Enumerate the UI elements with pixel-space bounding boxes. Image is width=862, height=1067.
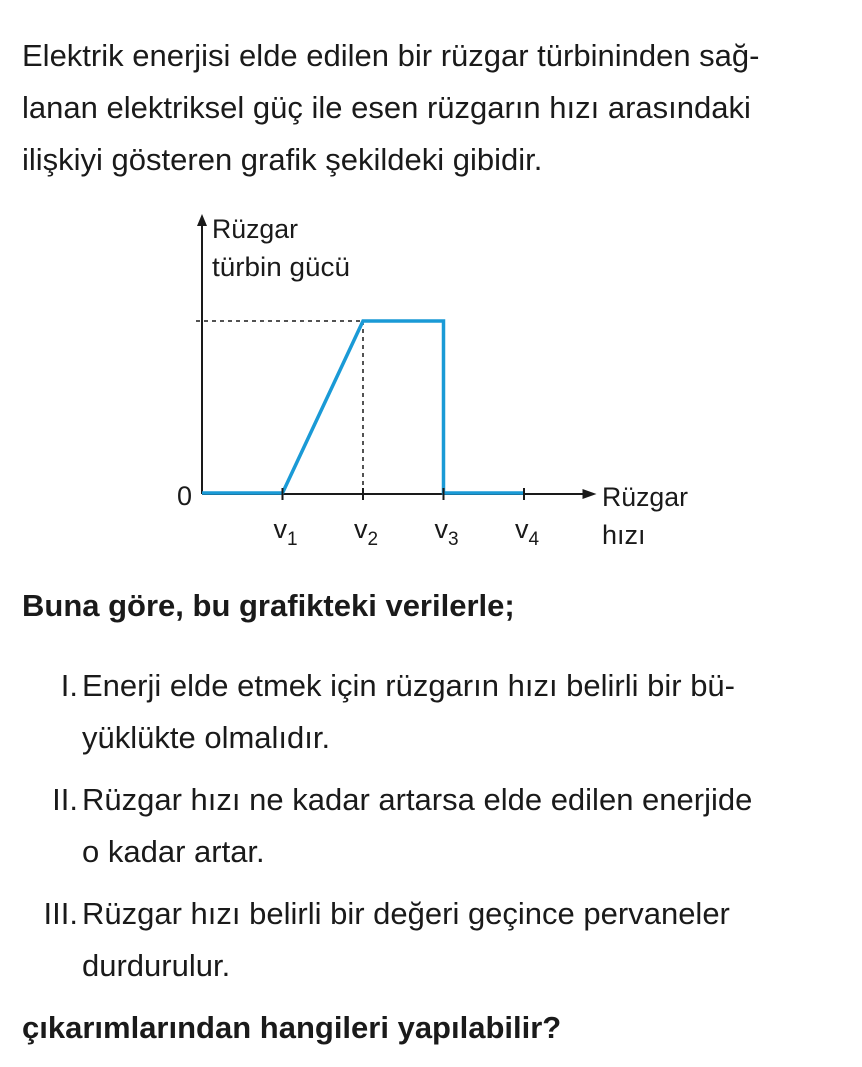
- x-tick-label: $v_2$: [354, 514, 379, 550]
- statement-line: yüklükte olmalıdır.: [82, 720, 331, 755]
- x-axis-label-line-1: Rüzgar: [602, 482, 688, 512]
- statement-list: [22, 660, 852, 992]
- statement-text: [22, 774, 852, 878]
- y-axis-label-line-2: türbin gücü: [212, 252, 350, 282]
- y-axis-arrow: [197, 214, 207, 226]
- x-tick-label: $v_3$: [434, 514, 459, 550]
- x-axis-arrow: [583, 489, 597, 499]
- intro-paragraph: [22, 30, 852, 186]
- statement-text: [22, 660, 852, 764]
- intro-line: lanan elektriksel güç ile esen rüzgarın hızı arasındaki: [22, 90, 751, 125]
- statement-numeral: I.: [60, 668, 78, 703]
- intro-line: Elektrik enerjisi elde edilen bir rüzgar türbininden sağ-: [22, 38, 760, 73]
- statement-item: [22, 774, 852, 878]
- x-tick-label: $v_1$: [273, 514, 298, 550]
- statement-item: [22, 888, 852, 992]
- chart-ticks: [274, 488, 540, 550]
- statement-line: Rüzgar hızı belirli bir değeri geçince pervaneler: [82, 896, 730, 931]
- statement-text: [22, 888, 852, 992]
- statement-line: Enerji elde etmek için rüzgarın hızı belirli bir bü-: [82, 668, 735, 703]
- x-axis-label-line-2: hızı: [602, 520, 646, 550]
- x-tick-label: $v_4$: [515, 514, 540, 550]
- power-speed-chart: [150, 200, 710, 560]
- question-footer: çıkarımlarından hangileri yapılabilir?: [22, 1010, 562, 1045]
- statement-numeral: III.: [43, 896, 78, 931]
- statement-numeral: II.: [52, 782, 78, 817]
- intro-line: ilişkiyi gösteren grafik şekildeki gibidir.: [22, 142, 543, 177]
- statement-line: o kadar artar.: [82, 834, 265, 869]
- y-axis-label-line-1: Rüzgar: [212, 214, 298, 244]
- origin-label: 0: [177, 481, 193, 511]
- chart-guides: [196, 321, 363, 494]
- question-heading: Buna göre, bu grafikteki verilerle;: [22, 588, 515, 623]
- statement-line: durdurulur.: [82, 948, 231, 983]
- statement-line: Rüzgar hızı ne kadar artarsa elde edilen enerjide: [82, 782, 753, 817]
- statement-item: [22, 660, 852, 764]
